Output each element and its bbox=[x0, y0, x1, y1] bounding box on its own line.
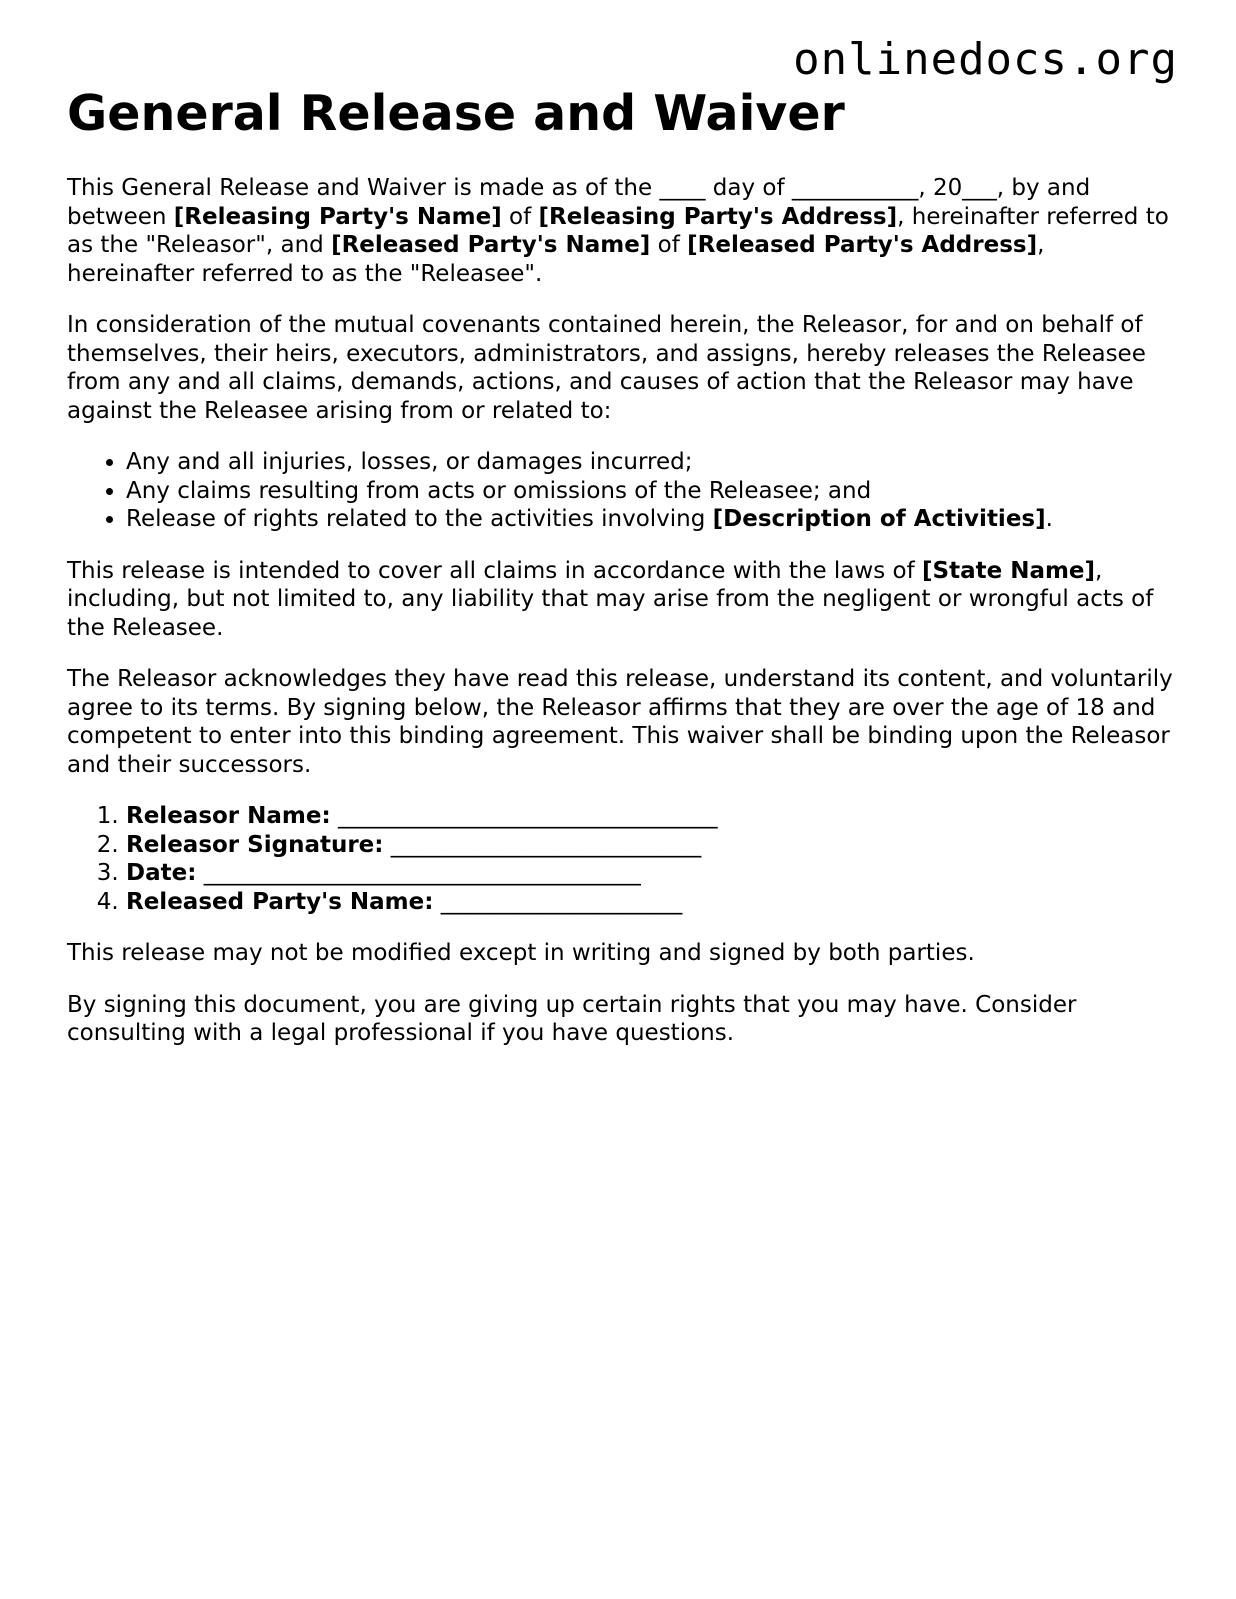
releasing-party-name-placeholder: [Releasing Party's Name] bbox=[173, 203, 502, 230]
list-item: • Any claims resulting from acts or omissions of the Releasee; and bbox=[126, 477, 1177, 506]
field-blank-line[interactable]: _____________________ bbox=[440, 888, 683, 915]
document-page bbox=[67, 84, 1177, 1048]
date-field[interactable] bbox=[126, 859, 1177, 888]
activities-placeholder: [Description of Activities] bbox=[712, 506, 1046, 532]
laws-text-1: This release is intended to cover all claims in accordance with the laws of bbox=[67, 557, 922, 584]
laws-paragraph bbox=[67, 557, 1177, 643]
intro-text-4: of bbox=[650, 232, 688, 258]
field-label: Date: bbox=[126, 860, 197, 886]
field-label: Releasor Name: bbox=[126, 803, 331, 829]
field-blank-line[interactable]: _________________________________ bbox=[338, 803, 718, 829]
intro-text-2: of bbox=[501, 203, 539, 230]
releasor-name-field[interactable] bbox=[126, 802, 1177, 831]
releasing-party-address-placeholder: [Releasing Party's Address] bbox=[538, 203, 898, 230]
intro-text-3: , hereinafter referred to as the "Releasor", and bbox=[67, 203, 1169, 258]
list-item: • Any and all injuries, losses, or damages incurred; bbox=[126, 448, 1177, 477]
watermark: onlinedocs.org bbox=[793, 34, 1178, 85]
list-item-end: . bbox=[1045, 506, 1053, 532]
list-item bbox=[126, 505, 1177, 534]
field-blank-line[interactable]: ___________________________ bbox=[390, 831, 702, 858]
laws-text-2: , including, but not limited to, any liability that may arise from the negligent or wrongful acts of the Releasee. bbox=[67, 557, 1154, 641]
modification-paragraph: This release may not be modified except in writing and signed by both parties. bbox=[67, 940, 975, 966]
state-name-placeholder: [State Name] bbox=[922, 557, 1096, 584]
intro-paragraph bbox=[67, 174, 1177, 288]
released-party-name-placeholder: [Released Party's Name] bbox=[331, 232, 651, 258]
notice-paragraph: By signing this document, you are giving up certain rights that you may have. Consider consulting with a legal professional if you have questions. bbox=[67, 991, 1077, 1046]
field-blank-line[interactable]: ______________________________________ bbox=[203, 860, 641, 886]
consideration-paragraph: In consideration of the mutual covenants contained herein, the Releasor, for and on behalf of themselves, their heirs, executors, administrators, and assigns, hereby releases the Releasee from any and all claims, demands, actions, and causes of action that the Releasor may have against the Releasee arising from or related to: bbox=[67, 312, 1146, 424]
released-party-address-placeholder: [Released Party's Address] bbox=[687, 232, 1038, 258]
releasor-signature-field[interactable] bbox=[126, 831, 1177, 860]
intro-text-1: This General Release and Waiver is made as of the ____ day of ___________, 20___, by and between bbox=[67, 175, 1091, 230]
signature-fields-list bbox=[67, 802, 1177, 916]
released-party-name-field[interactable] bbox=[126, 888, 1177, 917]
list-item-text: Release of rights related to the activities involving bbox=[126, 506, 713, 532]
claims-list bbox=[67, 448, 1177, 534]
document-title: General Release and Waiver bbox=[67, 85, 845, 142]
acknowledgment-paragraph: The Releasor acknowledges they have read this release, understand its content, and voluntarily agree to its terms. By signing below, the Releasor affirms that they are over the age of 18 and competent to enter into this binding agreement. This waiver shall be binding upon the Releasor and their successors. bbox=[67, 666, 1173, 778]
field-label: Releasor Signature: bbox=[126, 831, 384, 858]
intro-text-5: , hereinafter referred to as the "Releasee". bbox=[67, 232, 1045, 287]
field-label: Released Party's Name: bbox=[126, 888, 434, 915]
